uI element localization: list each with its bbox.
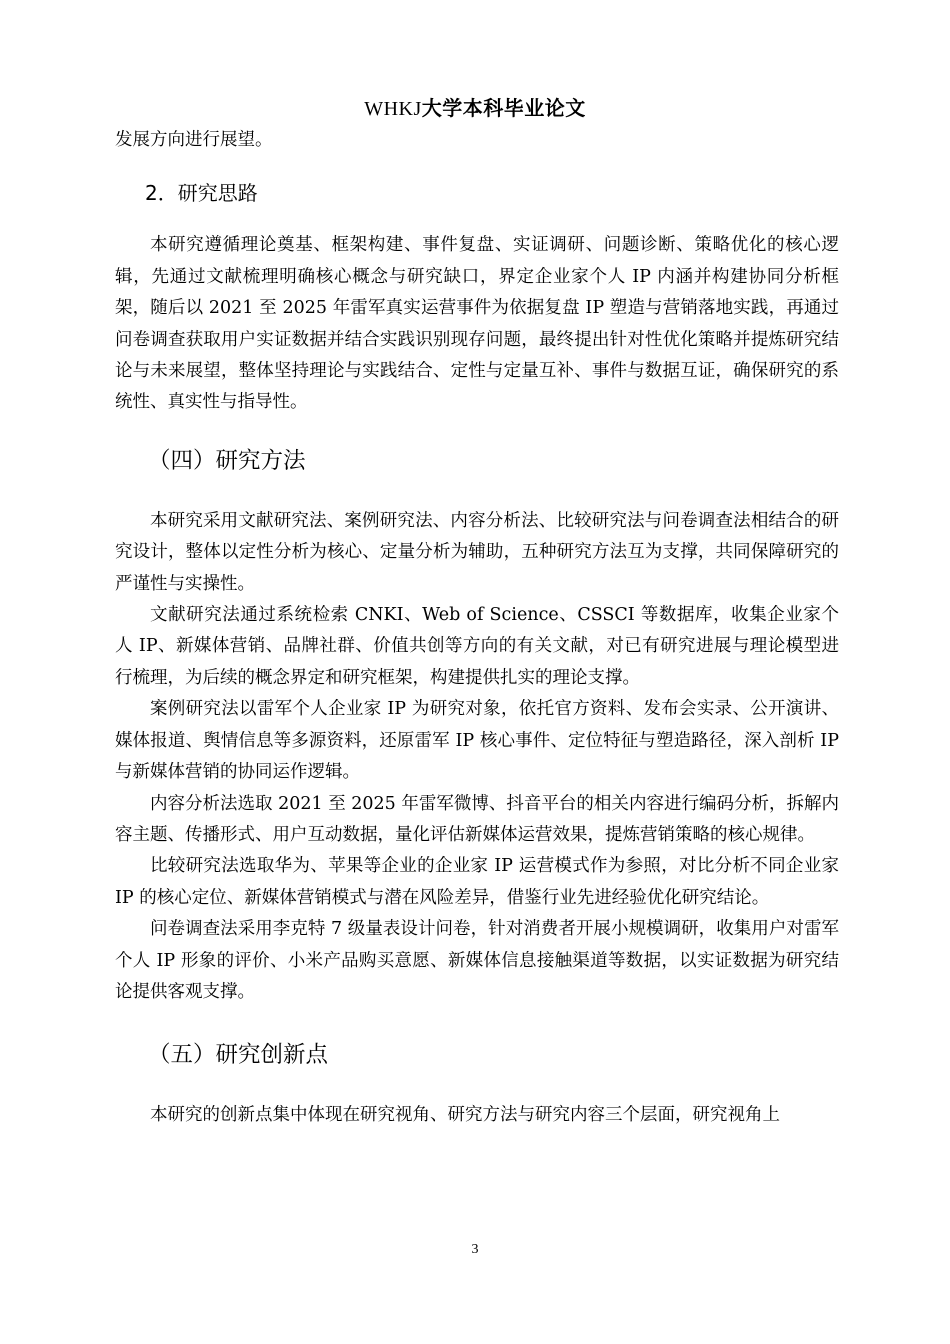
paragraph-research-approach: 本研究遵循理论奠基、框架构建、事件复盘、实证调研、问题诊断、策略优化的核心逻辑，先通过文献梳理明确核心概念与研究缺口，界定企业家个人 IP 内涵并构建协同分析框架，随后以 2021 至 2025 年雷军真实运营事件为依据复盘 IP 塑造与营销落地实践，再通过问卷调查获取用户实证数据并结合实践识别现存问题，最终提出针对性优化策略并提炼研究结论与未来展望，整体坚持理论与实践结合、定性与定量互补、事件与数据互证，确保研究的系统性、真实性与指导性。 xyxy=(115,235,839,413)
paragraph-methods-overview: 本研究采用文献研究法、案例研究法、内容分析法、比较研究法与问卷调查法相结合的研究设计，整体以定性分析为核心、定量分析为辅助，五种研究方法互为支撑，共同保障研究的严谨性与实操性。 xyxy=(115,510,839,594)
document-body xyxy=(115,125,839,1132)
paragraph-comparative-method: 比较研究法选取华为、苹果等企业的企业家 IP 运营模式作为参照，对比分析不同企业家 IP 的核心定位、新媒体营销模式与潜在风险差异，借鉴行业先进经验优化研究结论。 xyxy=(115,856,839,908)
page-number: 3 xyxy=(471,1242,479,1257)
paragraph-case-method: 案例研究法以雷军个人企业家 IP 为研究对象，依托官方资料、发布会实录、公开演讲、媒体报道、舆情信息等多源资料，还原雷军 IP 核心事件、定位特征与塑造路径，深入剖析 IP 与新媒体营销的协同运作逻辑。 xyxy=(115,699,839,783)
header-school: WHKJ xyxy=(364,98,422,120)
paragraph-content-analysis-method: 内容分析法选取 2021 至 2025 年雷军微博、抖音平台的相关内容进行编码分析，拆解内容主题、传播形式、用户互动数据，量化评估新媒体运营效果，提炼营销策略的核心规律。 xyxy=(115,793,839,845)
subsection-heading-research-approach: 2．研究思路 xyxy=(145,181,258,206)
paragraph-innovation: 本研究的创新点集中体现在研究视角、研究方法与研究内容三个层面，研究视角上 xyxy=(150,1105,780,1126)
paragraph-continued: 发展方向进行展望。 xyxy=(115,130,273,150)
page-header xyxy=(0,92,950,121)
section-heading-research-methods: （四）研究方法 xyxy=(148,447,306,474)
paragraph-survey-method: 问卷调查法采用李克特 7 级量表设计问卷，针对消费者开展小规模调研，收集用户对雷军个人 IP 形象的评价、小米产品购买意愿、新媒体信息接触渠道等数据，以实证数据为研究结论提供客观支撑。 xyxy=(115,919,839,1002)
section-heading-innovation: （五）研究创新点 xyxy=(148,1042,329,1069)
header-title: 大学本科毕业论文 xyxy=(421,96,586,120)
paragraph-literature-method: 文献研究法通过系统检索 CNKI、Web of Science、CSSCI 等数据库，收集企业家个人 IP、新媒体营销、品牌社群、价值共创等方向的有关文献，对已有研究进展与理论模型进行梳理，为后续的概念界定和研究框架，构建提供扎实的理论支撑。 xyxy=(115,605,839,688)
